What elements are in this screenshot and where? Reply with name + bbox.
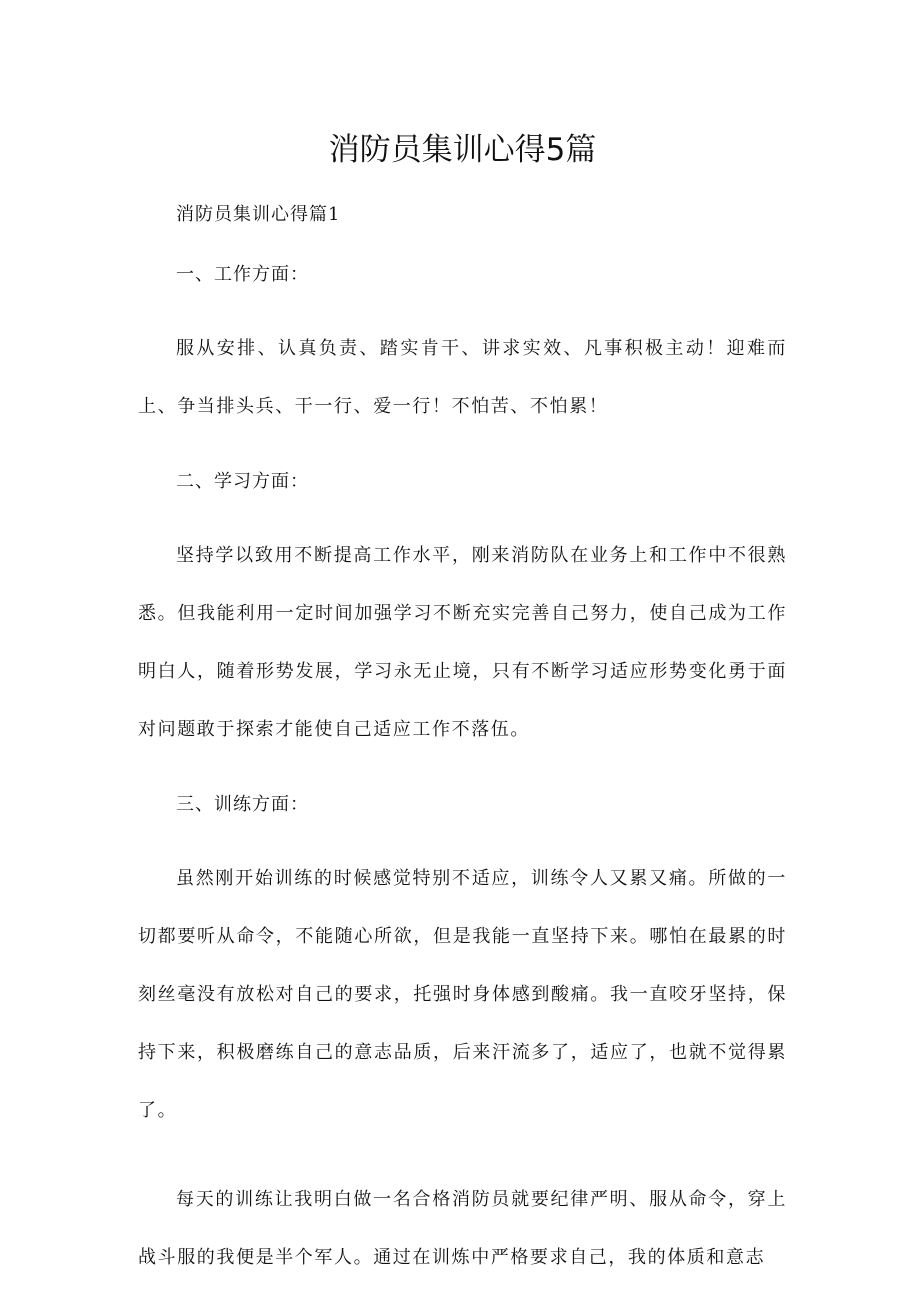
paragraph-training: 虽然刚开始训练的时候感觉特别不适应，训练令人又累又痛。所做的一切都要听从命令，不能随心所欲，但是我能一直坚持下来。哪怕在最累的时刻丝毫没有放松对自己的要求，托强时身体感到酸痛。我一直咬牙坚持，保持下来，积极磨练自己的意志品质，后来汗流多了，适应了，也就不觉得累了。 xyxy=(138,868,787,1121)
paragraph-study: 坚持学以致用不断提高工作水平，刚来消防队在业务上和工作中不很熟悉。但我能利用一定时间加强学习不断充实完善自己努力，使自己成为工作明白人，随着形势发展，学习永无止境，只有不断学习适应形势变化勇于面对问题敢于探索才能使自己适应工作不落伍。 xyxy=(138,545,787,740)
heading-study: 二、学习方面： xyxy=(176,471,309,492)
document-title: 消防员集训心得5篇 xyxy=(328,132,597,168)
paragraph-daily-training: 每天的训练让我明白做一名合格消防员就要纪律严明、服从命令，穿上战斗服的我便是半个军人。通过在训炼中严格要求自己，我的体质和意志 xyxy=(138,1189,787,1268)
paragraph-work: 服从安排、认真负责、踏实肯干、讲求实效、凡事积极主动！迎难而上、争当排头兵、干一行、爱一行！不怕苦、不怕累！ xyxy=(138,338,787,417)
heading-training: 三、训练方面： xyxy=(176,794,309,815)
section-title: 消防员集训心得篇1 xyxy=(176,204,341,225)
heading-work: 一、工作方面： xyxy=(176,264,309,285)
